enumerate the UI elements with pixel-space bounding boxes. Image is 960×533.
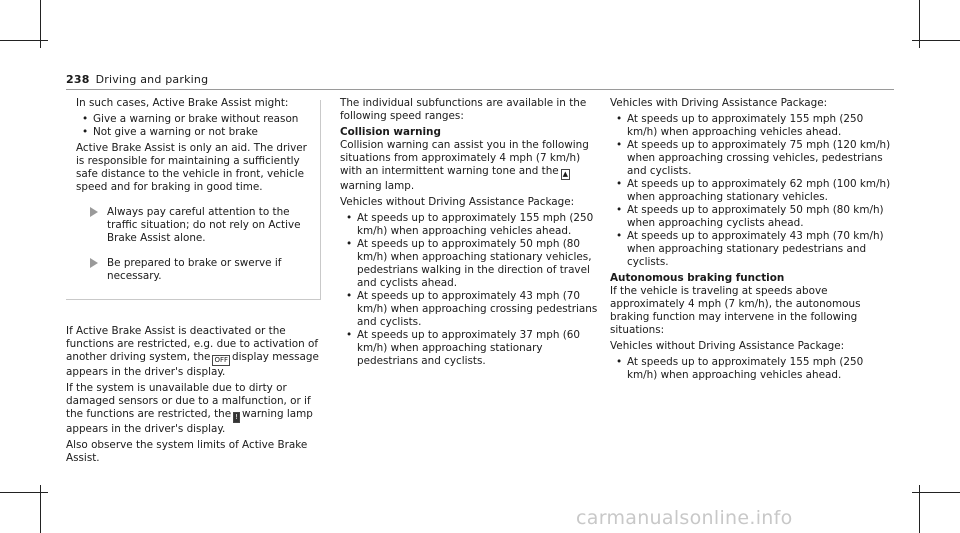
header-rule (66, 89, 894, 90)
left-column-lower (66, 325, 322, 468)
list-item: • At speeds up to approximately 50 mph (80 km/h) when approaching cyclists ahead. (610, 204, 894, 230)
section-title: Driving and parking (95, 73, 209, 86)
paragraph: Vehicles without Driving Assistance Package: (610, 340, 845, 352)
brake-assist-off-icon: OFF (214, 356, 228, 364)
paragraph (66, 382, 322, 436)
paragraph: Also observe the system limits of Active Brake Assist. (66, 439, 308, 464)
paragraph: Active Brake Assist is only an aid. The driver is responsible for maintaining a sufficiently safe distance to the vehicle in front, vehicle speed and for braking in good time. (76, 142, 307, 193)
arrow-icon (90, 207, 98, 217)
list-item: • At speeds up to approximately 155 mph (250 km/h) when approaching vehicles ahead. (340, 212, 598, 238)
section-heading: Collision warning (340, 126, 441, 138)
list-item: • Not give a warning or not brake (76, 126, 318, 139)
left-column (76, 97, 318, 283)
paragraph: Vehicles without Driving Assistance Package: (340, 196, 575, 208)
paragraph-text: If the system is unavailable due to dirty or damaged sensors or due to a malfunction, or if the functions are restricted, the (66, 382, 311, 420)
intro-text: In such cases, Active Brake Assist might: (76, 97, 289, 109)
paragraph (340, 139, 598, 193)
page-number: 238 (66, 73, 90, 86)
right-column (610, 97, 894, 385)
bullet-list (610, 356, 894, 382)
distance-warning-icon: ▲ (562, 170, 569, 178)
crop-mark (912, 40, 960, 41)
list-item: • At speeds up to approximately 62 mph (100 km/h) when approaching stationary vehicles. (610, 178, 894, 204)
tip-text: Be prepared to brake or swerve if necessary. (107, 257, 282, 282)
paragraph-text: Collision warning can assist you in the following situations from approximately 4 mph (7 km/h) with an intermittent warning tone and the (340, 139, 589, 177)
paragraph-text: If Active Brake Assist is deactivated or the functions are restricted, e.g. due to activation of another driving system, the (66, 325, 319, 363)
tip (76, 257, 318, 283)
tip (76, 206, 318, 245)
bullet-list (340, 212, 598, 368)
list-item: • Give a warning or brake without reason (76, 113, 318, 126)
page-header (66, 73, 208, 86)
list-item: • At speeds up to approximately 155 mph (250 km/h) when approaching vehicles ahead. (610, 356, 894, 382)
arrow-icon (90, 258, 98, 268)
list-item: • At speeds up to approximately 50 mph (80 km/h) when approaching stationary vehicles, pedestrians walking in the direction of travel and cyclists ahead. (340, 238, 598, 290)
watermark: carmanualsonline.info (576, 507, 793, 529)
paragraph (66, 325, 322, 379)
paragraph-text: display message appears in the driver's display. (66, 351, 319, 378)
list-item: • At speeds up to approximately 43 mph (70 km/h) when approaching crossing pedestrians and cyclists. (340, 290, 598, 329)
crop-mark (0, 40, 48, 41)
paragraph: Vehicles with Driving Assistance Package: (610, 97, 828, 109)
paragraph-text: warning lamp. (340, 180, 415, 192)
paragraph: The individual subfunctions are available in the following speed ranges: (340, 97, 587, 122)
list-item: • At speeds up to approximately 75 mph (120 km/h) when approaching crossing vehicles, pedestrians and cyclists. (610, 139, 894, 178)
section-heading: Autonomous braking function (610, 272, 785, 284)
list-item: • At speeds up to approximately 43 mph (70 km/h) when approaching stationary pedestrians and cyclists. (610, 230, 894, 269)
list-item: • At speeds up to approximately 37 mph (60 km/h) when approaching stationary pedestrians and cyclists. (340, 329, 598, 368)
middle-column (340, 97, 598, 371)
bullet-list (610, 113, 894, 269)
tip-text: Always pay careful attention to the traffic situation; do not rely on Active Brake Assist alone. (107, 206, 301, 244)
paragraph-text: warning lamp appears in the driver's display. (66, 408, 313, 435)
brake-assist-warning-icon: ! (235, 413, 238, 421)
paragraph: If the vehicle is traveling at speeds above approximately 4 mph (7 km/h), the autonomous braking function may intervene in the following situations: (610, 285, 861, 336)
bullet-list (76, 113, 318, 139)
list-item: • At speeds up to approximately 155 mph (250 km/h) when approaching vehicles ahead. (610, 113, 894, 139)
crop-mark (912, 492, 960, 493)
crop-mark (0, 492, 48, 493)
